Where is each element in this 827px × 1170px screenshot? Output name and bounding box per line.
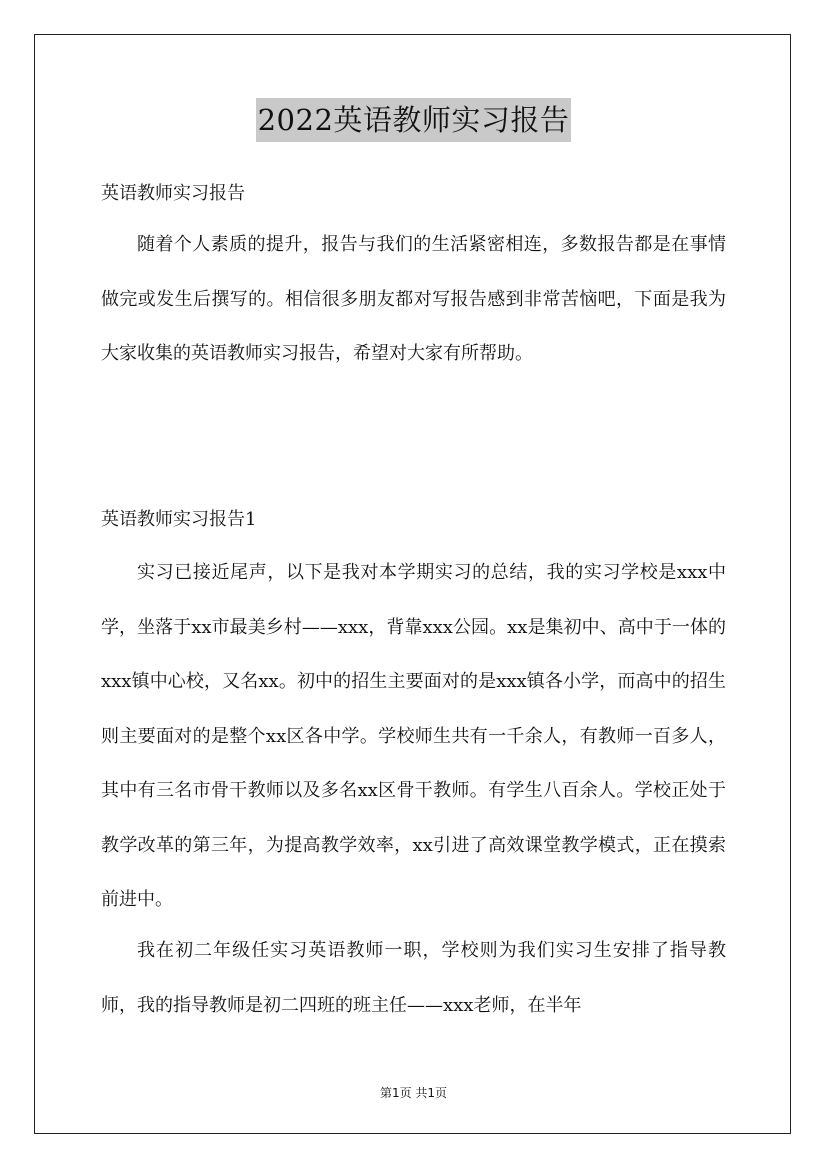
document-title: 2022英语教师实习报告: [256, 98, 572, 142]
report-paragraph-2: 我在初二年级任实习英语教师一职，学校则为我们实习生安排了指导教师，我的指导教师是初二四班的班主任——xxx老师，在半年: [101, 940, 726, 1016]
intro-paragraph: 随着个人素质的提升，报告与我们的生活紧密相连，多数报告都是在事情做完或发生后撰写的。相信很多朋友都对写报告感到非常苦恼吧，下面是我为大家收集的英语教师实习报告，希望对大家有所帮助。: [101, 234, 726, 364]
report-paragraph-1: 实习已接近尾声，以下是我对本学期实习的总结，我的实习学校是xxx中学，坐落于xx市最美乡村——xxx，背靠xxx公园。xx是集初中、高中于一体的xxx镇中心校，又名xx。初中的招生主要面对的是xxx镇各小学，而高中的招生则主要面对的是整个xx区各中学。学校师生共有一千余人，有教师一百多人，其中有三名市骨干教师以及多名xx区骨干教师。有学生八百余人。学校正处于教学改革的第三年，为提高教学效率，xx引进了高效课堂教学模式，正在摸索前进中。: [101, 562, 726, 910]
subheading-report-1: 英语教师实习报告1: [101, 509, 257, 530]
title-container: [0, 98, 827, 142]
page-footer: 第1页 共1页: [379, 1086, 448, 1100]
subheading-intro: 英语教师实习报告: [101, 183, 245, 204]
